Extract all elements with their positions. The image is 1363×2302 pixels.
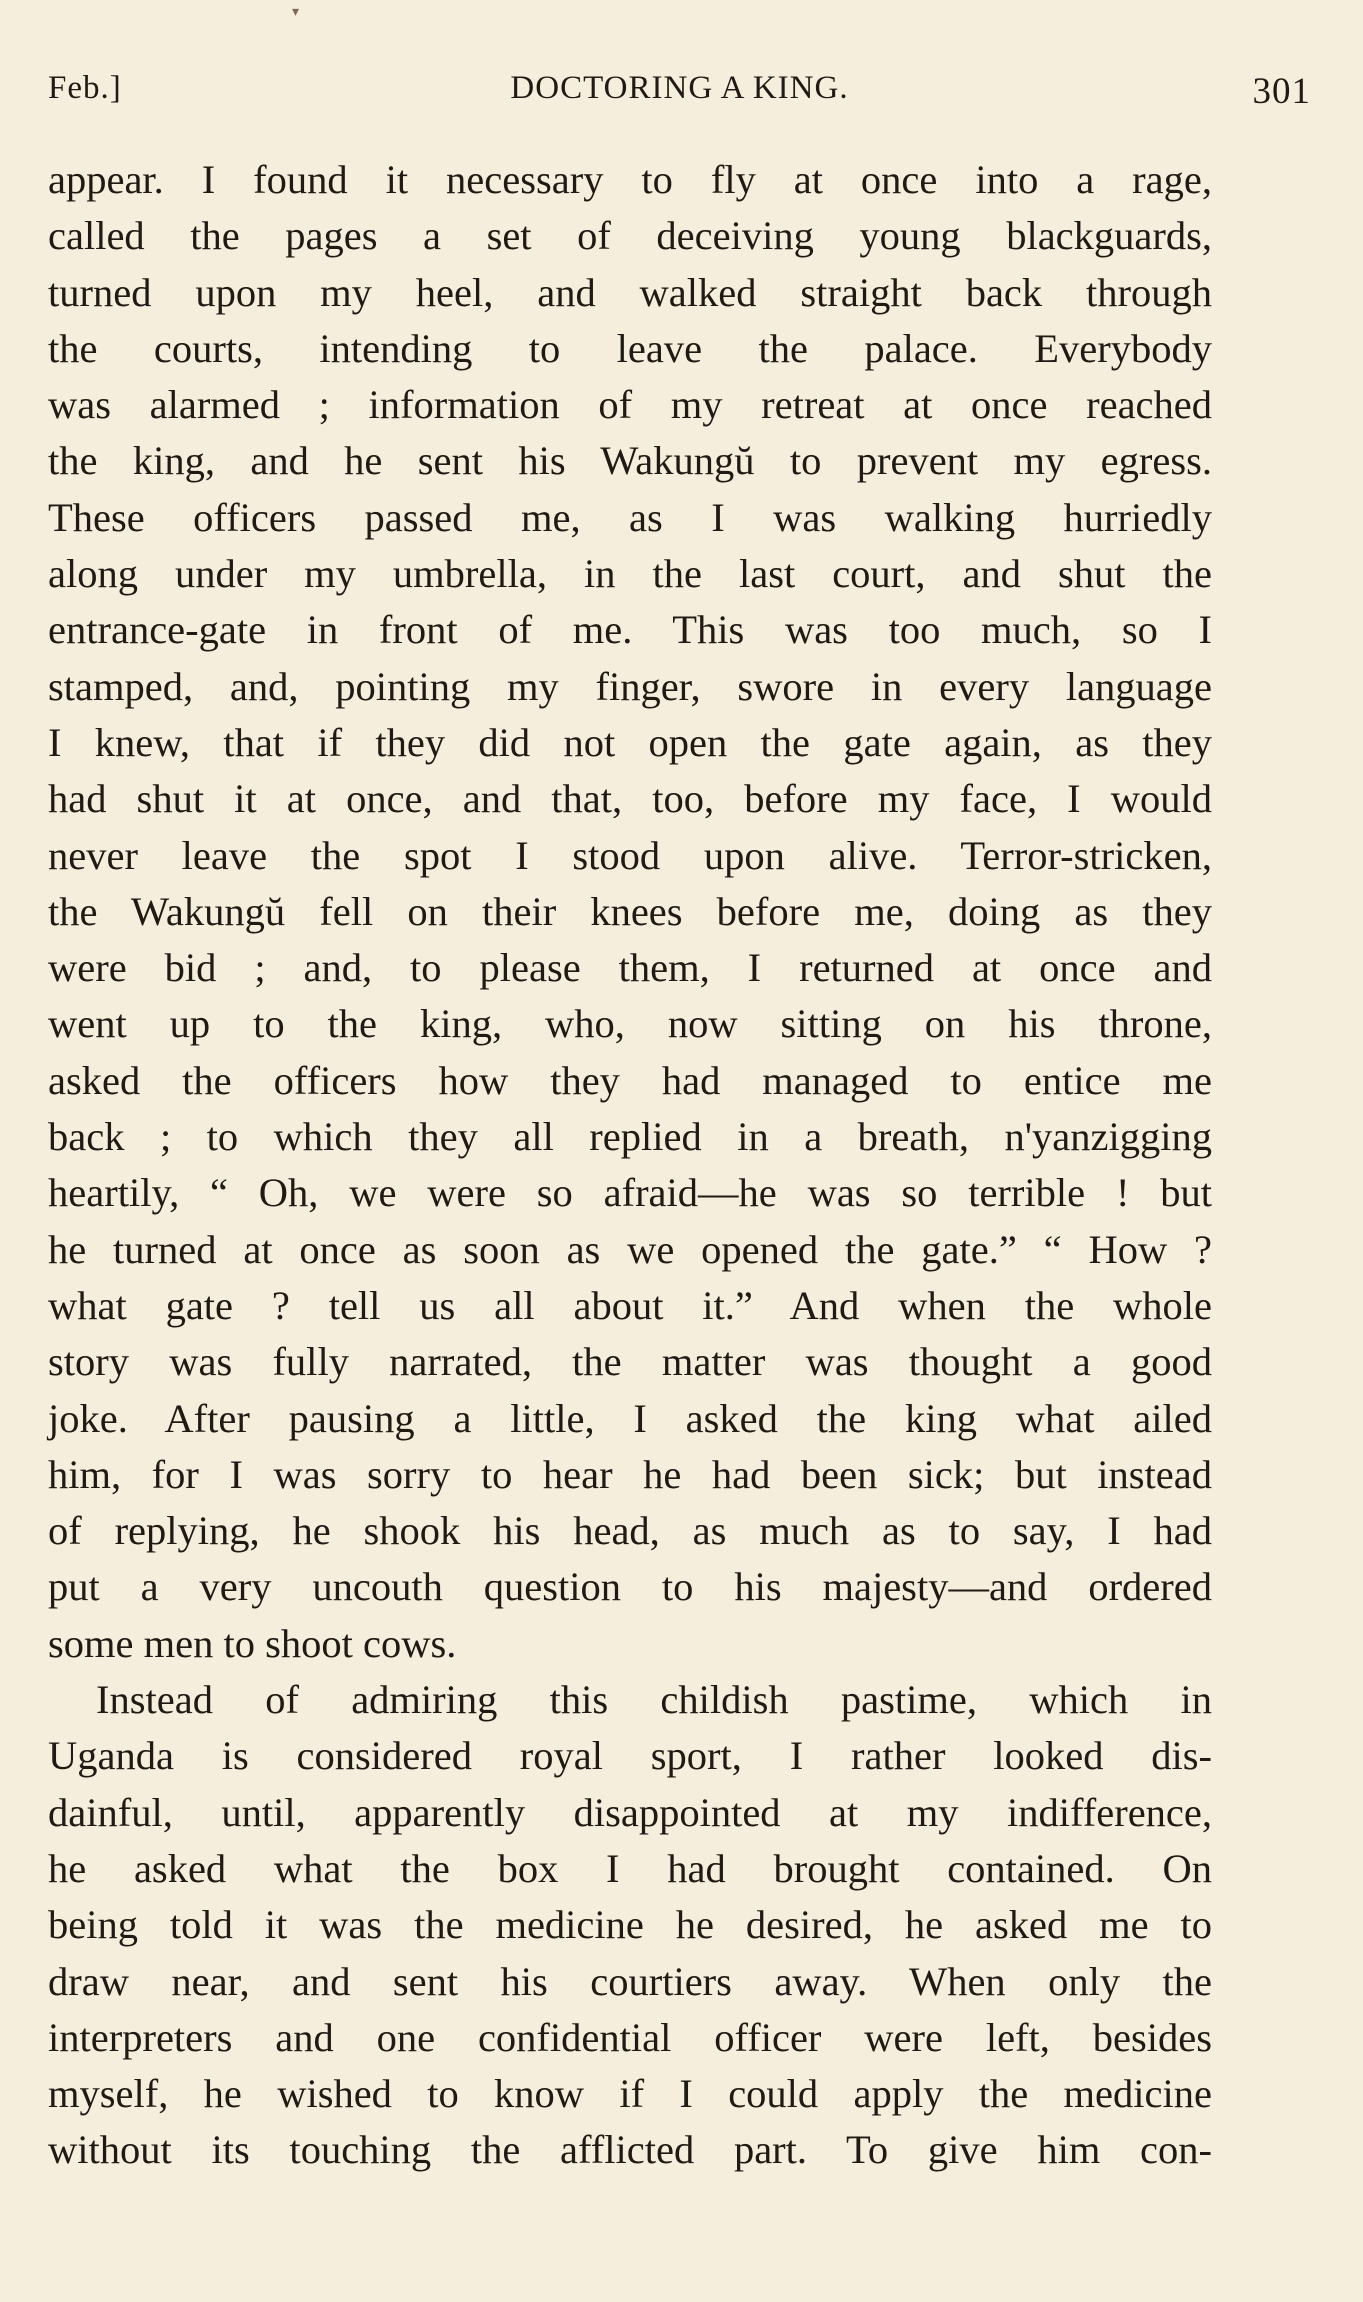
text-line: of replying, he shook his head, as much as to say, I had: [48, 1508, 1212, 1554]
text-line: he asked what the box I had brought contained. On: [48, 1845, 1212, 1891]
text-line: interpreters and one confidential officer were left, besides: [48, 2014, 1212, 2060]
text-line: never leave the spot I stood upon alive. Terror-stricken,: [48, 832, 1212, 878]
running-header: [48, 70, 1311, 120]
text-line: the courts, intending to leave the palace. Everybody: [48, 325, 1212, 371]
text-line: put a very uncouth question to his majesty—and ordered: [48, 1564, 1212, 1610]
text-line: draw near, and sent his courtiers away. When only the: [48, 1958, 1212, 2004]
text-line: myself, he wished to know if I could apply the medicine: [48, 2071, 1212, 2117]
text-line: was alarmed ; information of my retreat at once reached: [48, 382, 1212, 428]
text-line: some men to shoot cows.: [48, 1620, 457, 1666]
text-line: him, for I was sorry to hear he had been sick; but instead: [48, 1451, 1212, 1497]
text-line: asked the officers how they had managed to entice me: [48, 1057, 1212, 1103]
text-line: dainful, until, apparently disappointed at my indifference,: [48, 1789, 1212, 1835]
header-month: Feb.]: [48, 70, 122, 106]
body-text: [48, 152, 1212, 2179]
text-line: entrance-gate in front of me. This was too much, so I: [48, 607, 1212, 653]
text-line: the Wakungŭ fell on their knees before me, doing as they: [48, 888, 1212, 934]
text-line: stamped, and, pointing my finger, swore in every language: [48, 663, 1212, 709]
text-line: I knew, that if they did not open the gate again, as they: [48, 719, 1212, 765]
text-line: went up to the king, who, now sitting on his throne,: [48, 1001, 1212, 1047]
text-line: These officers passed me, as I was walking hurriedly: [48, 494, 1212, 540]
text-line: had shut it at once, and that, too, before my face, I would: [48, 776, 1212, 822]
paragraph: [48, 1672, 1212, 2179]
text-line: without its touching the afflicted part. To give him con-: [48, 2127, 1212, 2173]
text-line: joke. After pausing a little, I asked the king what ailed: [48, 1395, 1212, 1441]
text-line: story was fully narrated, the matter was thought a good: [48, 1339, 1212, 1385]
text-line: turned upon my heel, and walked straight back through: [48, 269, 1212, 315]
print-mark: ▾: [292, 5, 300, 20]
text-line: being told it was the medicine he desired, he asked me to: [48, 1902, 1212, 1948]
text-line: back ; to which they all replied in a breath, n'yanzigging: [48, 1114, 1212, 1160]
text-line: what gate ? tell us all about it.” And when the whole: [48, 1282, 1212, 1328]
text-line: appear. I found it necessary to fly at once into a rage,: [48, 157, 1212, 202]
text-line: called the pages a set of deceiving young blackguards,: [48, 213, 1212, 259]
paragraph: [48, 152, 1212, 1672]
header-title: DOCTORING A KING.: [510, 70, 849, 106]
text-line: along under my umbrella, in the last court, and shut the: [48, 551, 1212, 597]
page-number: 301: [1252, 71, 1311, 112]
text-line: Instead of admiring this childish pastime, which in: [96, 1677, 1212, 1723]
text-line: were bid ; and, to please them, I returned at once and: [48, 945, 1212, 991]
text-line: the king, and he sent his Wakungŭ to prevent my egress.: [48, 438, 1212, 484]
text-line: he turned at once as soon as we opened the gate.” “ How ?: [48, 1226, 1212, 1272]
text-line: heartily, “ Oh, we were so afraid—he was so terrible ! but: [48, 1170, 1212, 1216]
text-line: Uganda is considered royal sport, I rather looked dis-: [48, 1733, 1212, 1779]
